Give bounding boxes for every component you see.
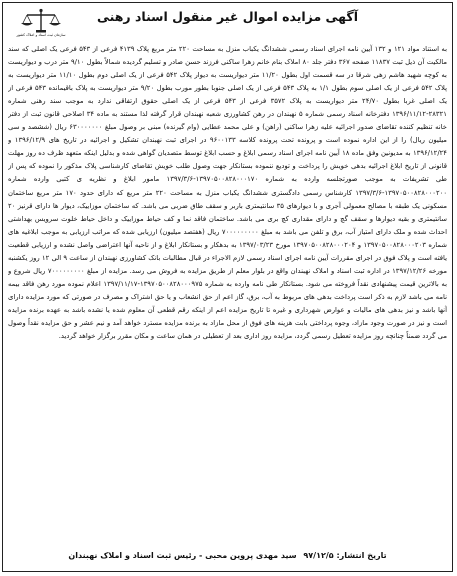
notice-body: به استناد مواد ۱۲۱ و ۱۳۲ آیین نامه اجرای اسناد رسمی ششدانگ یکباب منزل به مساحت ۲۲۰ متر مربع پلاک ۴۱۳۹ فرعی از ۵۴۳ فرعی یک اصلی که سند مالکیت آن ذیل ثبت ۱۱۸۳۷ صفحه ۳۶۷ دفتر جلد ۸۰ املاک بنام خانم زهرا ساکنی فرزند حسن صادر و تسلیم گردیده شمالاً بطول ۹/۱۰ متر درب و دیواریست به کوچه شهید هاشم زهی شرقا در سه قسمت اول بطول ۱۱/۲۰ متر دیواریست به دیوار پلاک ۵۴۲ فرعی از یک اصلی دوم بطول ۱۱/۱۰ متر دیواریست به پلاک ۵۴۲ فرعی از یک اصلی سوم بطول ۱/۱ به پلاک ۵۴۳ فرعی از یک اصلی جنوبا بطور مورب بطول ۹/۲۰ متر دیواریست به پلاک باقیمانده ۵۴۳ فرعی از یک اصلی غربا بطول ۲۴/۷۰ متر دیواریست به پلاک ۳۵۷۲ فرعی از ۵۴۳ فرعی از یک اصلی حقوق ارتفاقی ندارد به موجب سند رهنی شماره ۲۸۳۲۱-۱۳۹۶/۱۱/۱۲ دفترخانه اسناد رسمی شماره ۵ نهبندان در رهن کشاورزی شعبه نهبندان قرار گرفته لذا مستند به ماده ۳۴ اصلاحی قانون ثبت از دفتر خانه تنظیم کننده تقاضای صدور اجرائیه علیه زهرا ساکنی (راهن) و علی محمد عطایی (وام گیرنده) مبنی بر وصول مبلغ ۶۳۰۰۰۰۰۰۰ ریال (ششصد و سی میلیون ریال) را از این اداره نموده است و پرونده تحت پرونده کلاسه ۹۶۰۰۱۳۳ در اجرای ثبت نهبندان تشکیل و اجرائیه در تاریخ های ۱۳۹۶/۱۲/۹ و ۱۳۹۶/۱۲/۲۴ به مدیونین وفق ماده ۱۸ آیین نامه اجرای اسناد رسمی ابلاغ و حسب ابلاغ توسط متصدیان گواهی شده و بدلیل اینکه متعهد ظرف ده روز مهلت قانونی از تاریخ ابلاغ اجرائیه بدهی خویش را پرداخت و تودیع ننموده بستانکار جهت وصول طلب خویش تقاضای کارشناسی پلاک مذکور را نموده که پس از طی تشریفات به موجب صورتجلسه وارده به شماره ۱۳۹۷۰۵۰۰۸۲۸۰۰۰۱۷۰-۱۳۹۷/۳/۶ مامور ابلاغ و نظریه ی کتبی وارده شماره ۱۳۹۷۰۵۰۰۸۲۸۰۰۰۲۰۰-۱۳۹۷/۳/۶ کارشناس رسمی دادگستری ششدانگ یکباب منزل به مساحت ۲۲۰ متر مربع که دارای حدود ۱۷۰ متر مربع ساختمان مسکونی یک طبقه با مصالح معمولی آجری و با دیوارهای ۳۵ سانتیمتری باربر و سقف طاق ضربی می باشد. که ساختمان موزاییک، دیوار ها دارای قرنیز ۲۰ سانتیمتری و بقیه دیوارها و سقف گچ و دارای مقداری کچ بری می باشد. ساختمان فاقد نما و کف حیاط موزاییک و داخل حیاط خلوت سرویس بهداشتی احداث شده و ملک دارای امتیاز آب، برق و تلفن می باشد به مبلغ ۷۰۰۰۰۰۰۰۰۰ ریال (هفتصد میلیون) ارزیابی شده که مراتب ارزیابی به موجب ابلاغیه های شماره ۱۳۹۷۰۵۰۰۸۲۸۰۰۰۲۰۳ و ۱۳۹۷۰۵۰۰۸۲۸۰۰۰۲۰۴ مورخ ۱۳۹۷/۰۳/۲۳ به بدهکار و بستانکار ابلاغ و از ناحیه آنها اعتراضی واصل نشده و ارزیابی قطعیت یافته است و پلاک فوق در اجرای مقررات آیین نامه اجرای اسناد رسمی لازم الاجراء در قبال مطالبات بانک کشاورزی نهبندان از ساعت ۹ الی ۱۲ روز یکشنبه مورخه ۱۳۹۷/۱۲/۲۶ در اداره ثبت اسناد و املاک نهبندان واقع در بلوار معلم از طریق مزایده به فروش می رسد. مزایده از مبلغ ۷۰۰۰۰۰۰۰۰۰ ریال شروع و به بالاترین قیمت پیشنهادی نقداً فروخته می شود. بستانکار طی نامه وارده به شماره ۱۳۹۷۰۵۰۰۸۲۸۰۰۰۹۷۵-۱۳۹۷/۱۱/۱۷ اعلام نموده مورد رهن فاقد بیمه نامه می باشد لازم به ذکر است پرداخت بدهی های مربوط به آب، برق، گاز اعم از حق انشعاب و یا حق اشتراک و مصرف در صورتی که مورد مزایده دارای آنها باشد و نیز بدهی های مالیات و عوارض شهرداری و غیره تا تاریخ مزایده اعم از اینکه رقم قطعی آن معلوم شده یا نشده باشد به عهده برنده مزایده است و نیز در صورت وجود مازاد، وجوه پرداختی بابت هزینه های فوق از محل مازاد به برنده مزایده مسترد خواهد آمد و نیم عشر و حق مزایده نقداً وصول می گردد ضمناً چنانچه روز مزایده تعطیل رسمی گردد، مزایده روز اداری بعد از تعطیلی در همان ساعت و مکان مقرر برگزار خواهد گردید.: [8, 45, 447, 341]
notice-footer: [8, 551, 447, 560]
registry-logo: [9, 7, 73, 41]
logo-caption: سازمان ثبت اسناد و املاک کشور: [16, 33, 66, 37]
publish-date: تاریخ انتشار: ۹۷/۱۲/۵: [303, 551, 387, 560]
auction-notice: [2, 2, 453, 572]
signer: سید مهدی پروین محبی - رئیس ثبت اسناد و املاک نهبندان: [68, 551, 297, 560]
notice-header: [3, 3, 452, 43]
notice-title: آگهی مزایده اموال غیر منقول اسناد رهنی: [97, 9, 358, 24]
